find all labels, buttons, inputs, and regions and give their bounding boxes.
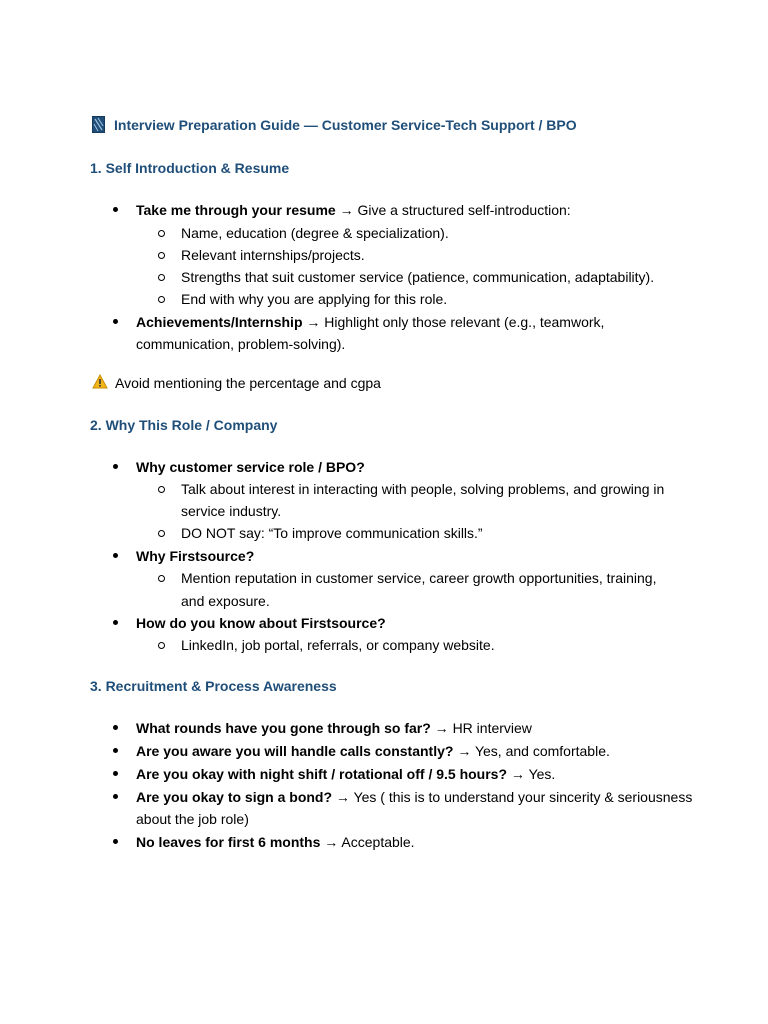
section-heading-recruitment: 3. Recruitment & Process Awareness <box>90 678 337 694</box>
warning-icon <box>92 374 108 389</box>
section-heading-why-this-role: 2. Why This Role / Company <box>90 417 278 433</box>
sub-bullet <box>158 479 166 499</box>
list-item <box>136 832 415 852</box>
list-item-continuation: communication, problem-solving). <box>136 336 346 352</box>
item-text: Yes. <box>528 766 556 782</box>
sub-list-item: LinkedIn, job portal, referrals, or company website. <box>181 637 495 653</box>
warning-text: Avoid mentioning the percentage and cgpa <box>115 375 381 391</box>
sub-bullet <box>158 245 166 265</box>
list-item <box>136 787 692 807</box>
sub-list-item-continuation: service industry. <box>181 503 282 519</box>
sub-list-item: DO NOT say: “To improve communication skills.” <box>181 525 483 541</box>
list-item <box>136 312 604 332</box>
item-lead: Are you okay to sign a bond? <box>136 789 333 805</box>
sub-list-item-continuation: and exposure. <box>181 593 270 609</box>
list-item <box>136 741 610 761</box>
sub-bullet <box>158 523 166 543</box>
sub-bullet <box>158 289 166 309</box>
item-text: HR interview <box>452 720 532 736</box>
arrow-icon: → <box>335 789 350 805</box>
item-lead: Take me through your resume <box>136 202 336 218</box>
sub-list-item: Name, education (degree & specialization). <box>181 225 449 241</box>
list-item <box>136 718 532 738</box>
sub-bullet <box>158 635 166 655</box>
document-title-text: Interview Preparation Guide — Customer Service-Tech Support / BPO <box>114 116 577 133</box>
list-item <box>136 764 555 784</box>
arrow-icon: → <box>510 766 525 782</box>
item-text: Highlight only those relevant (e.g., teamwork, <box>324 314 605 330</box>
sub-list-item: Talk about interest in interacting with people, solving problems, and growing in <box>181 481 665 497</box>
list-item: How do you know about Firstsource? <box>136 615 386 631</box>
sub-list-item: End with why you are applying for this role. <box>181 291 448 307</box>
item-lead: Achievements/Internship <box>136 314 303 330</box>
item-lead: What rounds have you gone through so far? <box>136 720 431 736</box>
document-title <box>92 116 577 133</box>
section-heading-self-introduction: 1. Self Introduction & Resume <box>90 160 290 176</box>
item-lead: No leaves for first 6 months <box>136 834 321 850</box>
arrow-icon: → <box>306 314 321 330</box>
sub-list-item: Mention reputation in customer service, career growth opportunities, training, <box>181 570 657 586</box>
item-lead: Are you okay with night shift / rotational off / 9.5 hours? <box>136 766 508 782</box>
list-item-continuation: about the job role) <box>136 811 249 827</box>
sub-list-item: Strengths that suit customer service (patience, communication, adaptability). <box>181 269 655 285</box>
item-lead: Are you aware you will handle calls constantly? <box>136 743 454 759</box>
item-text: Acceptable. <box>341 834 415 850</box>
list-item <box>136 200 571 220</box>
item-text: Yes ( this is to understand your sincerity & seriousness <box>353 789 693 805</box>
item-text: Give a structured self-introduction: <box>357 202 571 218</box>
list-item: Why customer service role / BPO? <box>136 459 365 475</box>
arrow-icon: → <box>339 202 354 218</box>
arrow-icon: → <box>324 834 339 850</box>
list-item: Why Firstsource? <box>136 548 255 564</box>
book-icon <box>92 116 105 133</box>
sub-bullet <box>158 267 166 287</box>
item-text: Yes, and comfortable. <box>474 743 610 759</box>
sub-list-item: Relevant internships/projects. <box>181 247 365 263</box>
arrow-icon: → <box>434 720 449 736</box>
sub-bullet <box>158 223 166 243</box>
arrow-icon: → <box>457 743 472 759</box>
sub-bullet <box>158 568 166 588</box>
